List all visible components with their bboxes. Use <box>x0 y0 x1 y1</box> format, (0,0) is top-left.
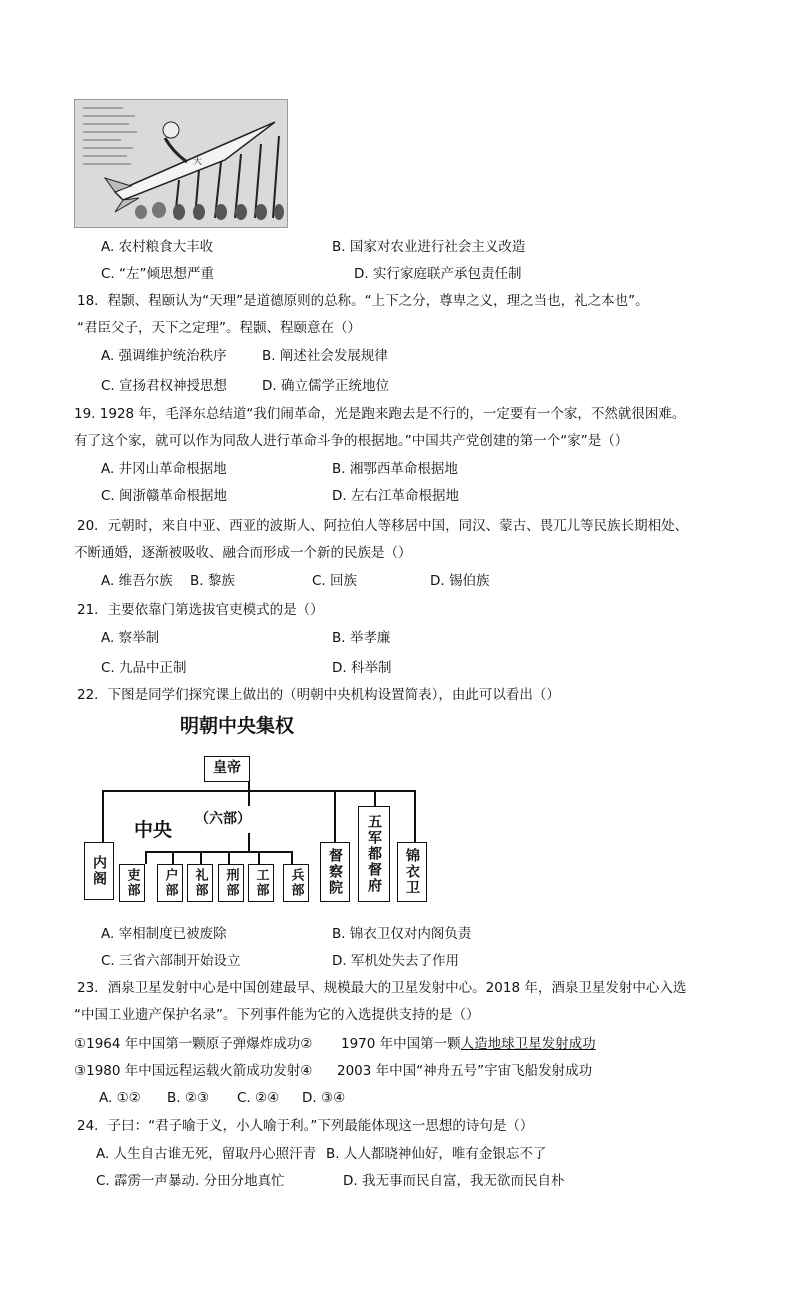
q19-option-b[interactable]: B. 湘鄂西革命根据地 <box>332 461 458 477</box>
ministry-box-4: 工部 <box>248 864 274 902</box>
q20-option-c[interactable]: C. 回族 <box>312 573 358 589</box>
q24-option-a[interactable]: A. 人生自古谁无死，留取丹心照汗青 <box>96 1146 317 1162</box>
q23-option-a[interactable]: A. ①② <box>99 1090 141 1106</box>
q23-option-d[interactable]: D. ③④ <box>302 1090 346 1106</box>
q19-option-c[interactable]: C. 闽浙赣革命根据地 <box>101 488 228 504</box>
ministry-box-0: 吏部 <box>119 864 145 902</box>
q23-item-2-underlined: 人造地球卫星发射成功 <box>460 1036 596 1052</box>
q23-item-3: ③1980 年中国远程运载火箭成功发射④ <box>74 1063 313 1079</box>
q18-option-a[interactable]: A. 强调维护统治秩序 <box>101 348 227 364</box>
q19-stem-line1: 19. 1928 年，毛泽东总结道“我们闹革命，光是跑来跑去是不行的，一定要有一个家，不然就很困难。 <box>74 406 686 422</box>
libu2-connector <box>200 851 202 864</box>
top-horizontal-line <box>102 790 416 792</box>
q23-stem-line1: 23．酒泉卫星发射中心是中国创建最早、规模最大的卫星发射中心。2018 年，酒泉卫星发射中心入选 <box>77 980 687 996</box>
q24-option-c[interactable]: C. 霹雳一声暴动. 分田分地真忙 <box>96 1173 285 1189</box>
q20-stem-line2: 不断通婚，逐渐被吸收、融合而形成一个新的民族是（） <box>74 545 412 561</box>
six-connector-top <box>248 790 250 806</box>
q19-option-a[interactable]: A. 井冈山革命根据地 <box>101 461 227 477</box>
q22-option-b[interactable]: B. 锦衣卫仅对内阁负责 <box>332 926 472 942</box>
q18-option-c[interactable]: C. 宣扬君权神授思想 <box>101 378 228 394</box>
q21-stem: 21．主要依靠门第选拔官吏模式的是（） <box>77 602 324 618</box>
wujun-connector <box>374 790 376 806</box>
emperor-box: 皇帝 <box>204 756 250 782</box>
neige-box: 内阁 <box>84 842 114 900</box>
q17-option-a[interactable]: A. 农村粮食大丰收 <box>101 239 214 255</box>
duchayuan-box: 督察院 <box>320 842 350 902</box>
jinyiwei-connector <box>414 790 416 842</box>
libu-connector <box>145 851 147 864</box>
q22-option-a[interactable]: A. 宰相制度已被废除 <box>101 926 227 942</box>
gongbu-connector <box>258 851 260 864</box>
q18-stem-line1: 18．程颢、程颐认为“天理”是道德原则的总称。“上下之分，尊卑之义，理之当也，礼之本也”。 <box>77 293 649 309</box>
six-connector-mid <box>248 833 250 851</box>
ministry-box-1: 户部 <box>157 864 183 902</box>
q22-option-c[interactable]: C. 三省六部制开始设立 <box>101 953 241 969</box>
six-ministries-label: （六部） <box>195 811 251 827</box>
q23-item-2 <box>341 1035 596 1053</box>
q23-item-4: 2003 年中国“神舟五号”宇宙飞船发射成功 <box>337 1063 593 1079</box>
bingbu-connector <box>291 851 293 864</box>
q19-stem-line2: 有了这个家，就可以作为同敌人进行革命斗争的根据地。”中国共产党创建的第一个“家”是（） <box>74 433 629 449</box>
satellite-poster-image <box>74 99 288 228</box>
q20-stem-line1: 20．元朝时，来自中亚、西亚的波斯人、阿拉伯人等移居中国，同汉、蒙古、畏兀儿等民族长期相处、 <box>77 518 689 534</box>
poster-drawing <box>75 100 287 227</box>
q24-option-b[interactable]: B. 人人都晓神仙好，唯有金银忘不了 <box>326 1146 547 1162</box>
q24-option-d[interactable]: D. 我无事而民自富，我无欲而民自朴 <box>343 1173 565 1189</box>
q17-option-d[interactable]: D. 实行家庭联产承包责任制 <box>354 266 522 282</box>
q21-option-d[interactable]: D. 科举制 <box>332 660 392 676</box>
q24-stem: 24．子曰：“君子喻于义，小人喻于利。”下列最能体现这一思想的诗句是（） <box>77 1118 534 1134</box>
jinyiwei-box: 锦衣卫 <box>397 842 427 902</box>
q18-option-d[interactable]: D. 确立儒学正统地位 <box>262 378 389 394</box>
q18-option-b[interactable]: B. 阐述社会发展规律 <box>262 348 388 364</box>
q23-option-c[interactable]: C. ②④ <box>237 1090 280 1106</box>
ministry-box-5: 兵部 <box>283 864 309 902</box>
duchayuan-connector <box>334 790 336 842</box>
q17-option-b[interactable]: B. 国家对农业进行社会主义改造 <box>332 239 526 255</box>
q23-item-2-text: 1970 年中国第一颗 <box>341 1036 461 1052</box>
ministry-box-2: 礼部 <box>187 864 213 902</box>
q20-option-d[interactable]: D. 锡伯族 <box>430 573 490 589</box>
q22-option-d[interactable]: D. 军机处失去了作用 <box>332 953 459 969</box>
ministry-box-3: 刑部 <box>218 864 244 902</box>
wujun-box: 五军都督府 <box>358 806 390 902</box>
ming-chart-title: 明朝中央集权 <box>180 715 295 737</box>
q23-item-1: ①1964 年中国第一颗原子弹爆炸成功② <box>74 1036 313 1052</box>
q23-option-b[interactable]: B. ②③ <box>167 1090 210 1106</box>
central-label: 中央 <box>134 819 173 841</box>
q21-option-a[interactable]: A. 察举制 <box>101 630 160 646</box>
hubu-connector <box>172 851 174 864</box>
q21-option-c[interactable]: C. 九品中正制 <box>101 660 187 676</box>
q18-stem-line2: “君臣父子，天下之定理”。程颢、程颐意在（） <box>77 320 361 336</box>
neige-connector <box>102 790 104 842</box>
q17-option-c[interactable]: C. “左”倾思想严重 <box>101 266 214 282</box>
q21-option-b[interactable]: B. 举孝廉 <box>332 630 391 646</box>
q23-stem-line2: “中国工业遗产保护名录”。下列事件能为它的入选提供支持的是（） <box>74 1007 480 1023</box>
q20-option-a[interactable]: A. 维吾尔族 <box>101 573 173 589</box>
q20-option-b[interactable]: B. 黎族 <box>190 573 235 589</box>
q19-option-d[interactable]: D. 左右江革命根据地 <box>332 488 459 504</box>
poster-label: 大 <box>193 157 203 167</box>
six-horizontal-line <box>145 851 293 853</box>
q22-stem: 22．下图是同学们探究课上做出的（明朝中央机构设置简表），由此可以看出（） <box>77 687 560 703</box>
xingbu-connector <box>228 851 230 864</box>
